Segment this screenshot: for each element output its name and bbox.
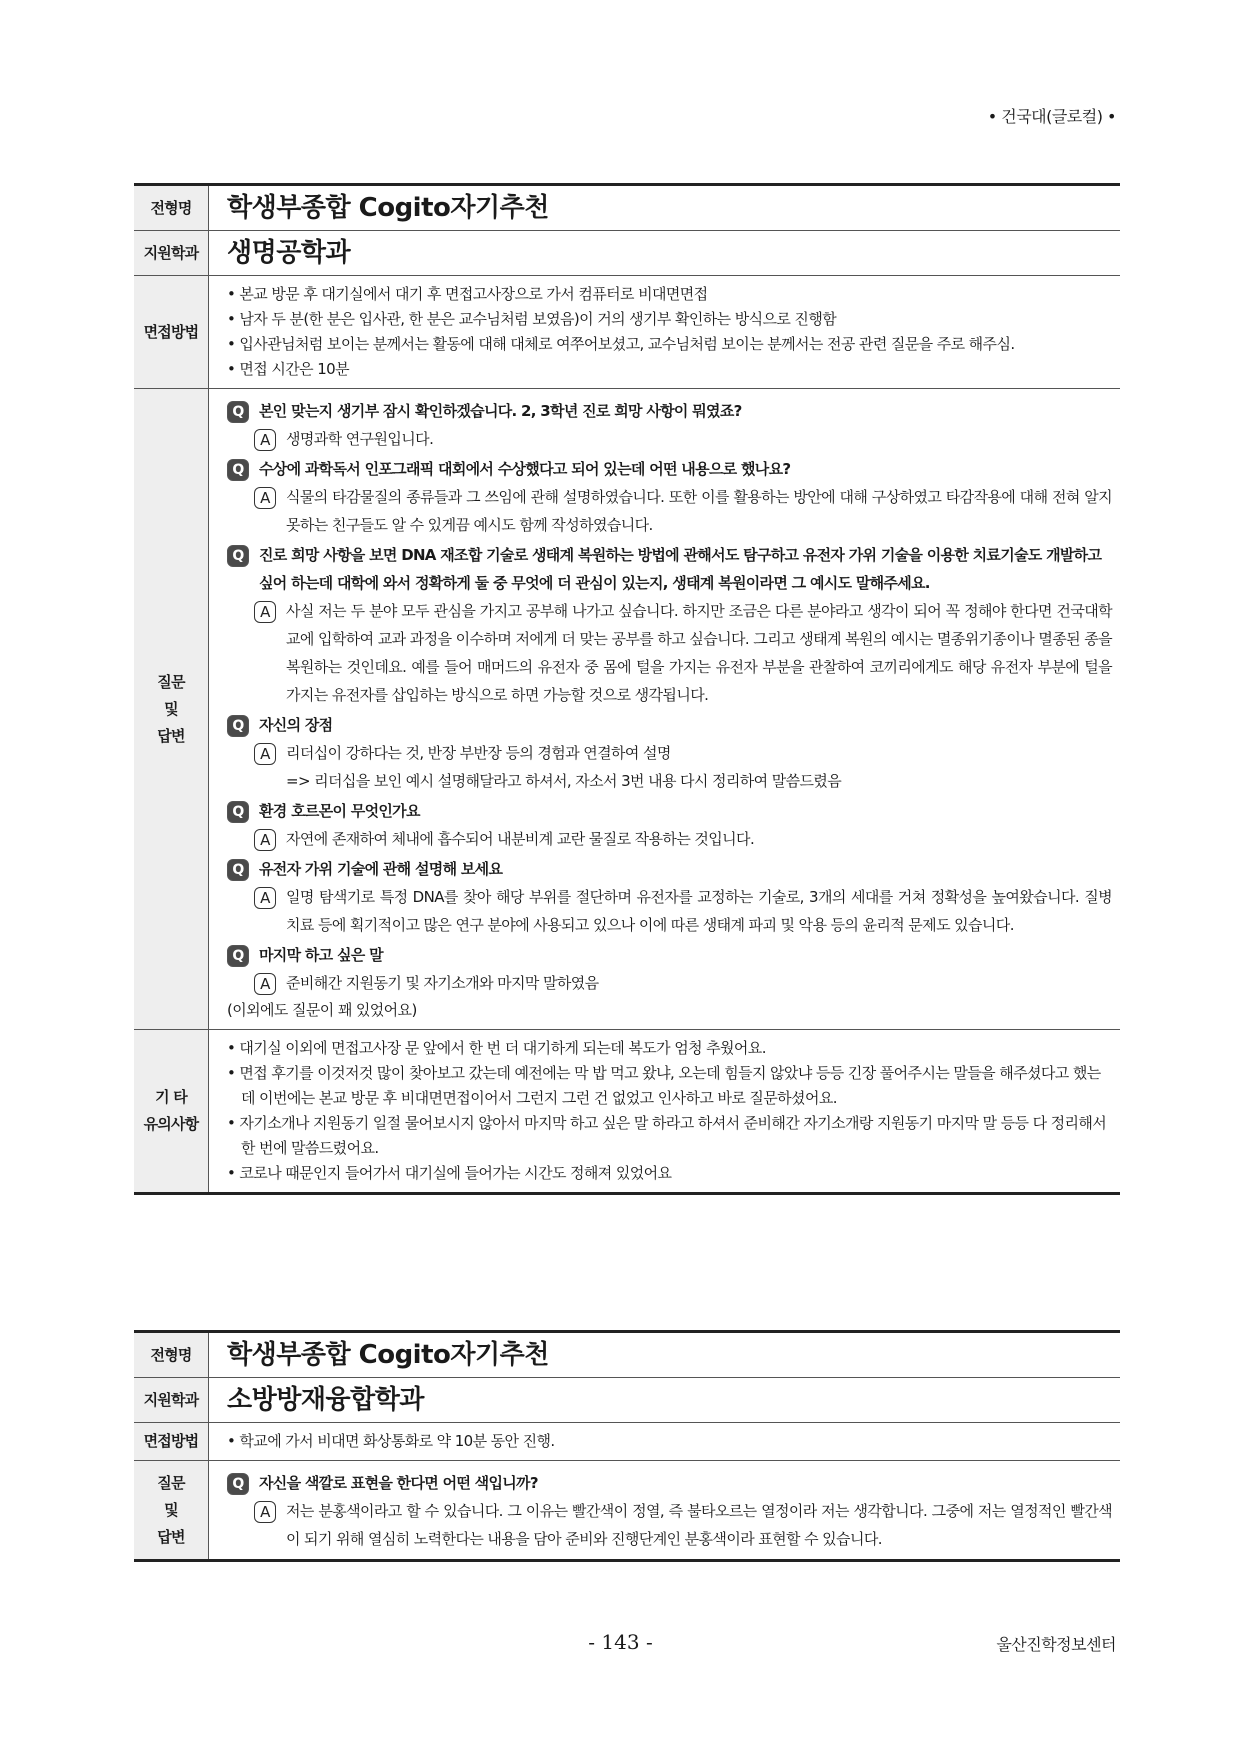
a-badge-icon: A [254, 829, 276, 851]
list-item: • 입사관님처럼 보이는 분께서는 활동에 대해 대체로 여쭈어보셨고, 교수님처럼 보이는 분께서는 전공 관련 질문을 주로 해주심. [227, 332, 1112, 357]
a-badge-icon: A [254, 973, 276, 995]
a-badge-icon: A [254, 887, 276, 909]
a-badge-icon: A [254, 743, 276, 765]
header-school: • 건국대(글로컬) • [987, 107, 1116, 126]
page-number: - 143 - [588, 1630, 653, 1654]
question: Q 진로 희망 사항을 보면 DNA 재조합 기술로 생태계 복원하는 방법에 관해서도 탐구하고 유전자 가위 기술을 이용한 치료기술도 개발하고 싶어 하는데 대학에 와서 정확하게 둘 중 무엇에 더 관심이 있는지, 생태계 복원이라면 그 예시도 말해주세요. [227, 541, 1112, 597]
method-list [227, 276, 1112, 388]
answer: A 자연에 존재하여 체내에 흡수되어 내분비계 교란 물질로 작용하는 것입니다. [254, 825, 1112, 853]
answer: A 사실 저는 두 분야 모두 관심을 가지고 공부해 나가고 싶습니다. 하지만 조금은 다른 분야라고 생각이 되어 꼭 정해야 한다면 건국대학교에 입학하여 교과 과정을 이수하며 저에게 더 맞는 공부를 하고 싶습니다. 그리고 생태계 복원의 예시는 멸종위기종이나 멸종된 종을 복원하는 것인데요. 예를 들어 매머드의 유전자 중 몸에 털을 가지는 유전자 부분을 관찰하여 코끼리에게도 해당 유전자 부분에 털을 가지는 유전자를 삽입하는 방식으로 하면 가능할 것으로 생각됩니다. [254, 597, 1112, 709]
question: Q 자신의 장점 [227, 711, 1112, 739]
a-badge-icon: A [254, 601, 276, 623]
a-badge-icon: A [254, 429, 276, 451]
interview-table-2 [134, 1330, 1120, 1562]
q-badge-icon: Q [227, 801, 249, 823]
answer: A 리더십이 강하다는 것, 반장 부반장 등의 경험과 연결하여 설명 => 리더십을 보인 예시 설명해달라고 하셔서, 자소서 3번 내용 다시 정리하여 말씀드렸음 [254, 739, 1112, 795]
list-item: • 면접 시간은 10분 [227, 357, 1112, 382]
answer: A 일명 탐색기로 특정 DNA를 찾아 해당 부위를 절단하며 유전자를 교정하는 기술로, 3개의 세대를 거쳐 정확성을 높여왔습니다. 질병 치료 등에 획기적이고 많은 연구 분야에 사용되고 있으나 이에 따른 생태계 파괴 및 악용 등의 윤리적 문제도 있습니다. [254, 883, 1112, 939]
question: Q 유전자 가위 기술에 관해 설명해 보세요 [227, 855, 1112, 883]
list-item: • 본교 방문 후 대기실에서 대기 후 면접고사장으로 가서 컴퓨터로 비대면면접 [227, 282, 1112, 307]
q-badge-icon: Q [227, 545, 249, 567]
list-item: • 면접 후기를 이것저것 많이 찾아보고 갔는데 예전에는 막 밥 먹고 왔냐, 오는데 힘들지 않았냐 등등 긴장 풀어주시는 말들을 해주셨다고 했는데 이번에는 본교 방문 후 비대면면접이어서 그런지 그런 건 없었고 인사하고 바로 질문하셨어요. [227, 1061, 1112, 1111]
answer: A 저는 분홍색이라고 할 수 있습니다. 그 이유는 빨간색이 정열, 즉 불타오르는 열정이라 저는 생각합니다. 그중에 저는 열정적인 빨간색이 되기 위해 열심히 노력한다는 내용을 담아 준비와 진행단계인 분홍색이라 표현할 수 있습니다. [254, 1497, 1112, 1553]
admission-type: 학생부종합 Cogito자기추천 [227, 193, 549, 223]
qa-label: 질문 및 답변 [134, 389, 209, 1030]
qa-section [227, 1461, 1112, 1559]
list-item: • 학교에 가서 비대면 화상통화로 약 10분 동안 진행. [227, 1429, 1112, 1454]
list-item: • 남자 두 분(한 분은 입사관, 한 분은 교수님처럼 보였음)이 거의 생기부 확인하는 방식으로 진행함 [227, 307, 1112, 332]
footer-publisher: 울산진학정보센터 [996, 1635, 1116, 1654]
q-badge-icon: Q [227, 1473, 249, 1495]
dept-label: 지원학과 [134, 1378, 209, 1423]
department: 소방방재융합학과 [227, 1385, 424, 1415]
q-badge-icon: Q [227, 945, 249, 967]
department: 생명공학과 [227, 238, 351, 268]
answer: A 준비해간 지원동기 및 자기소개와 마지막 말하였음 [254, 969, 1112, 997]
q-badge-icon: Q [227, 859, 249, 881]
method-label: 면접방법 [134, 1423, 209, 1461]
a-badge-icon: A [254, 487, 276, 509]
etc-label: 기 타 유의사항 [134, 1030, 209, 1194]
q-badge-icon: Q [227, 715, 249, 737]
list-item: • 코로나 때문인지 들어가서 대기실에 들어가는 시간도 정해져 있었어요 [227, 1161, 1112, 1186]
question: Q 수상에 과학독서 인포그래픽 대회에서 수상했다고 되어 있는데 어떤 내용으로 했나요? [227, 455, 1112, 483]
question: Q 자신을 색깔로 표현을 한다면 어떤 색입니까? [227, 1469, 1112, 1497]
question: Q 마지막 하고 싶은 말 [227, 941, 1112, 969]
type-label: 전형명 [134, 1332, 209, 1378]
admission-type: 학생부종합 Cogito자기추천 [227, 1340, 549, 1370]
q-badge-icon: Q [227, 401, 249, 423]
method-list [227, 1423, 1112, 1460]
list-item: • 자기소개나 지원동기 일절 물어보시지 않아서 마지막 하고 싶은 말 하라고 하셔서 준비해간 자기소개랑 지원동기 마지막 말 등등 다 정리해서 한 번에 말씀드렸어요. [227, 1111, 1112, 1161]
q-badge-icon: Q [227, 459, 249, 481]
method-label: 면접방법 [134, 276, 209, 389]
interview-table-1 [134, 183, 1120, 1195]
qa-label: 질문 및 답변 [134, 1461, 209, 1561]
answer: A 생명과학 연구원입니다. [254, 425, 1112, 453]
qa-note: (이외에도 질문이 꽤 있었어요) [227, 1001, 417, 1019]
type-label: 전형명 [134, 185, 209, 231]
qa-section [227, 389, 1112, 1029]
dept-label: 지원학과 [134, 231, 209, 276]
list-item: • 대기실 이외에 면접고사장 문 앞에서 한 번 더 대기하게 되는데 복도가 엄청 추웠어요. [227, 1036, 1112, 1061]
answer: A 식물의 타감물질의 종류들과 그 쓰임에 관해 설명하였습니다. 또한 이를 활용하는 방안에 대해 구상하였고 타감작용에 대해 전혀 알지 못하는 친구들도 알 수 있게끔 예시도 함께 작성하였습니다. [254, 483, 1112, 539]
question: Q 본인 맞는지 생기부 잠시 확인하겠습니다. 2, 3학년 진로 희망 사항이 뭐였죠? [227, 397, 1112, 425]
question: Q 환경 호르몬이 무엇인가요 [227, 797, 1112, 825]
a-badge-icon: A [254, 1501, 276, 1523]
etc-list [227, 1030, 1112, 1192]
